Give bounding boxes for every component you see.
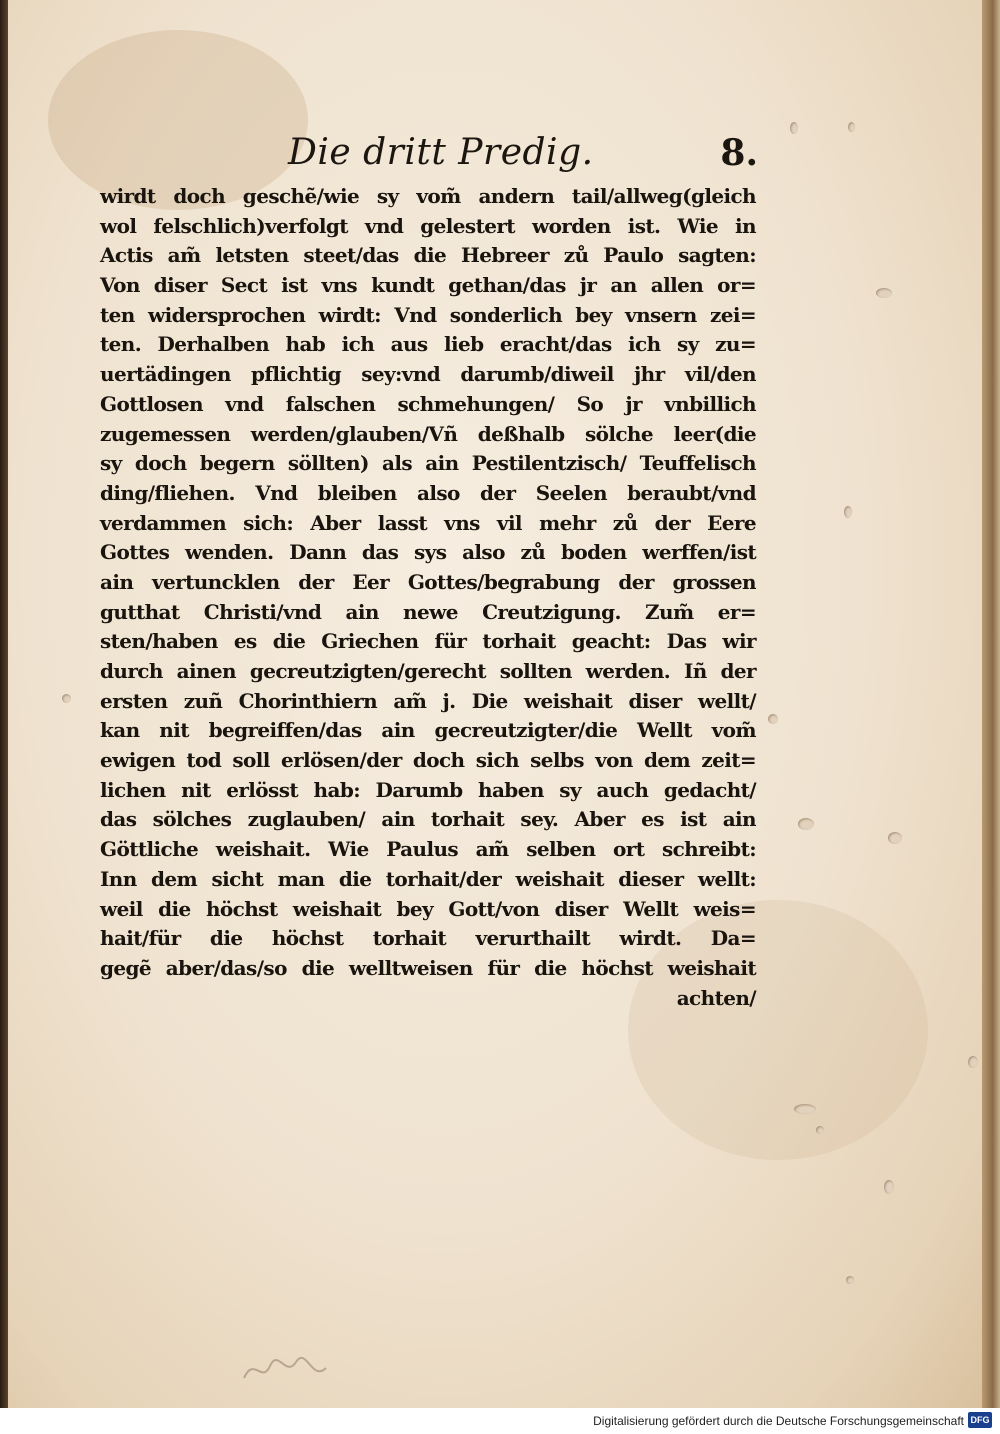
folio-number: 8. (720, 132, 758, 174)
wormhole (968, 1056, 978, 1068)
text-line: ersten zuñ Chorinthiern am̃ j. Die weishait diser wellt/ (100, 688, 756, 713)
body-text (100, 182, 756, 1013)
text-line: sten/haben es die Griechen für torhait geacht: Das wir (100, 629, 756, 654)
text-line: ain vertuncklen der Eer Gottes/begrabung der grossen (100, 569, 756, 594)
wormhole (790, 122, 798, 134)
wormhole (846, 1276, 854, 1284)
text-line: kan nit begreiffen/das ain gecreutzigter/die Wellt vom̃ (100, 718, 756, 743)
text-line: Göttliche weishait. Wie Paulus am̃ selben ort schreibt: (100, 837, 756, 862)
wormhole (876, 288, 892, 298)
page-edge (982, 0, 1000, 1408)
text-line: ding/fliehen. Vnd bleiben also der Seelen beraubt/vnd (100, 480, 756, 505)
text-line: sy doch begern söllten) als ain Pestilentzisch/ Teuffelisch (100, 451, 756, 476)
text-line: ewigen tod soll erlösen/der doch sich selbs von dem zeit= (100, 748, 756, 773)
text-line: Gottes wenden. Dann das sys also zů boden werffen/ist (100, 540, 756, 565)
text-line: verdammen sich: Aber lasst vns vil mehr zů der Eere (100, 510, 756, 535)
text-line: Gottlosen vnd falschen schmehungen/ So jr vnbillich (100, 391, 756, 416)
text-line: weil die höchst weishait bey Gott/von diser Wellt weis= (100, 896, 756, 921)
wormhole (62, 694, 71, 703)
text-line: ten widersprochen wirdt: Vnd sonderlich bey vnsern zei= (100, 302, 756, 327)
text-line: Von diser Sect ist vns kundt gethan/das jr an allen or= (100, 273, 756, 298)
wormhole (848, 122, 855, 132)
text-line: durch ainen gecreutzigten/gerecht sollten werden. Iñ der (100, 659, 756, 683)
wormhole (884, 1180, 894, 1194)
text-line: hait/für die höchst torhait verurthailt wirdt. Da= (100, 926, 756, 951)
text-line: lichen nit erlösst hab: Darumb haben sy auch gedacht/ (100, 777, 756, 802)
wormhole (844, 506, 852, 518)
wormhole (798, 818, 814, 830)
wormhole (888, 832, 902, 844)
footer-bar (0, 1408, 1000, 1434)
text-line: das sölches zuglauben/ ain torhait sey. Aber es ist ain (100, 807, 756, 832)
wormhole (816, 1126, 824, 1134)
text-line: wirdt doch geschẽ/wie sy vom̃ andern tail/allweg(gleich (100, 184, 756, 208)
book-page (8, 0, 982, 1408)
pencil-mark-icon (240, 1348, 330, 1388)
text-line: gutthat Christi/vnd ain newe Creutzigung. Zum̃ er= (100, 599, 756, 624)
scan-left-border (0, 0, 8, 1408)
text-line: gegẽ aber/das/so die welltweisen für die höchst weishait (100, 955, 756, 980)
text-line: uertädingen pflichtig sey:vnd darumb/diweil jhr vil/den (100, 362, 756, 387)
text-line: Inn dem sicht man die torhait/der weishait dieser wellt: (100, 866, 756, 891)
dfg-logo: DFG (968, 1412, 992, 1428)
text-line: zugemessen werden/glauben/Vñ deßhalb sölche leer(die (100, 421, 756, 446)
text-line: Actis am̃ letsten steet/das die Hebreer zů Paulo sagten: (100, 243, 756, 268)
page-header (280, 132, 758, 180)
running-head: Die dritt Predig. (288, 132, 594, 173)
wormhole (768, 714, 778, 724)
wormhole (794, 1104, 816, 1114)
text-line: wol felschlich)verfolgt vnd gelestert worden ist. Wie in (100, 213, 756, 238)
footer-credit: Digitalisierung gefördert durch die Deutsche Forschungsgemeinschaft (593, 1414, 964, 1428)
text-line: achten/ (676, 985, 756, 1010)
text-line: ten. Derhalben hab ich aus lieb eracht/das ich sy zu= (100, 332, 756, 357)
